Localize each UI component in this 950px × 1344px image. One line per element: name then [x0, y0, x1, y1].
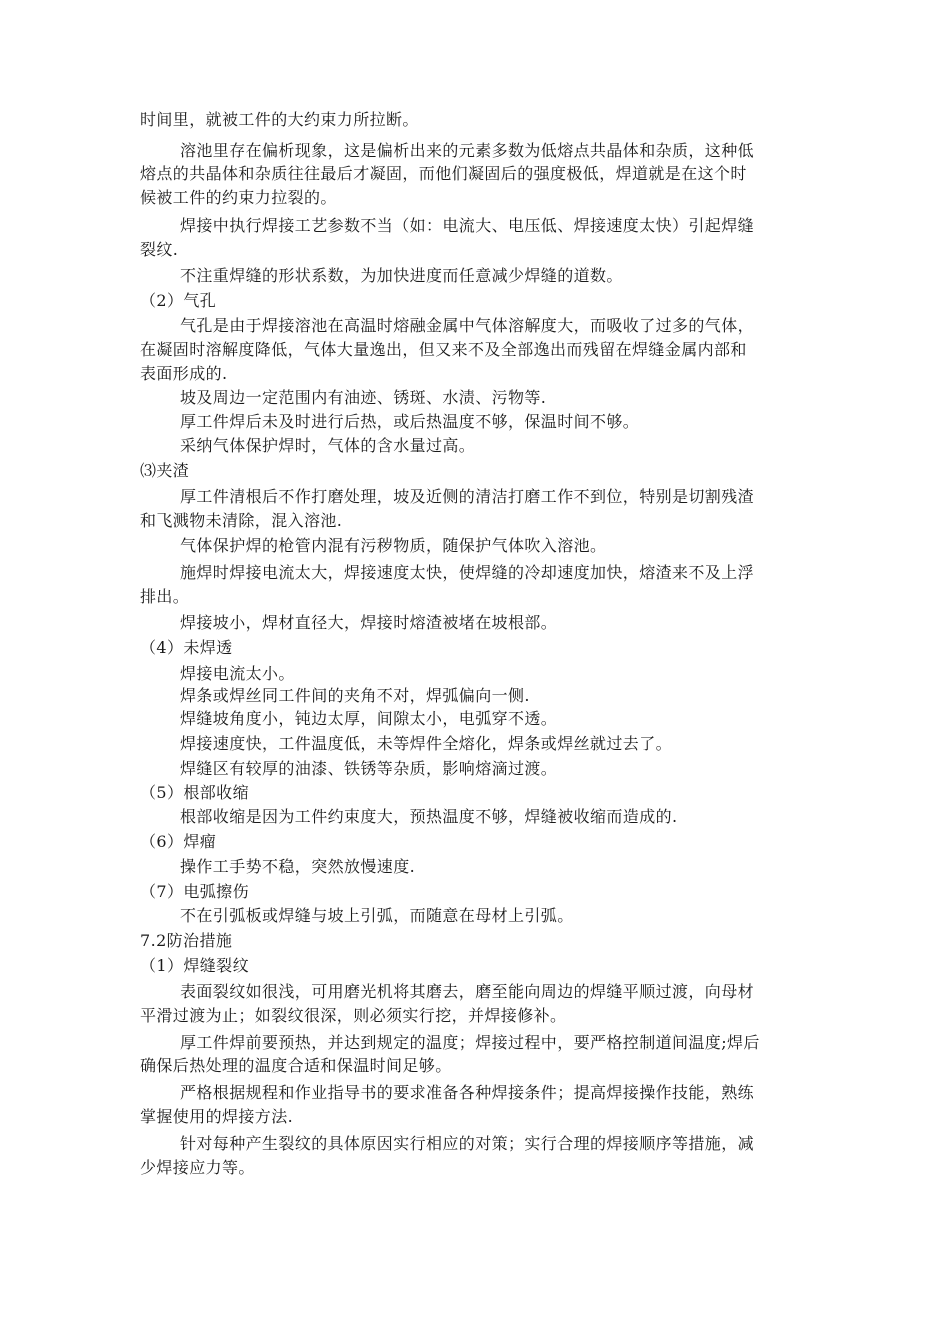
section-heading: （5）根部收缩: [140, 783, 249, 802]
text-line: 和飞溅物未清除，混入溶池.: [140, 511, 343, 530]
text-line: 时间里，就被工件的大约束力所拉断。: [140, 110, 419, 129]
text-line: 裂纹.: [140, 240, 179, 259]
text-line: 排出。: [140, 587, 190, 606]
text-line: 不在引弧板或焊缝与坡上引弧，而随意在母材上引弧。: [180, 906, 574, 925]
section-heading: （7）电弧擦伤: [140, 882, 249, 901]
text-line: 平滑过渡为止；如裂纹很深，则必须实行挖，并焊接修补。: [140, 1006, 567, 1025]
text-line: 在凝固时溶解度降低，气体大量逸出，但又来不及全部逸出而残留在焊缝金属内部和: [140, 340, 747, 359]
text-line: 根部收缩是因为工件约束度大，预热温度不够，焊缝被收缩而造成的.: [180, 807, 678, 826]
section-heading: 7.2防治措施: [140, 931, 233, 950]
text-line: 采纳气体保护焊时，气体的含水量过高。: [180, 436, 476, 455]
text-line: 焊接中执行焊接工艺参数不当（如：电流大、电压低、焊接速度太快）引起焊缝: [180, 216, 755, 235]
text-line: 溶池里存在偏析现象，这是偏析出来的元素多数为低熔点共晶体和杂质，这种低: [180, 141, 755, 160]
text-line: 针对每种产生裂纹的具体原因实行相应的对策；实行合理的焊接顺序等措施，减: [180, 1134, 755, 1153]
text-line: 厚工件焊后未及时进行后热，或后热温度不够，保温时间不够。: [180, 412, 640, 431]
text-line: 确保后热处理的温度合适和保温时间足够。: [140, 1056, 452, 1075]
section-heading: （4）未焊透: [140, 638, 233, 657]
text-line: 焊条或焊丝同工件间的夹角不对，焊弧偏向一侧.: [180, 686, 530, 705]
text-line: 坡及周边一定范围内有油迹、锈斑、水渍、污物等.: [180, 388, 547, 407]
text-line: 气体保护焊的枪管内混有污秽物质，随保护气体吹入溶池。: [180, 536, 607, 555]
text-line: 焊缝坡角度小，钝边太厚，间隙太小，电弧穿不透。: [180, 709, 558, 728]
text-line: 焊接坡小，焊材直径大，焊接时熔渣被堵在坡根部。: [180, 613, 558, 632]
text-line: 厚工件焊前要预热，并达到规定的温度；焊接过程中，要严格控制道间温度;焊后: [180, 1033, 760, 1052]
text-line: 操作工手势不稳，突然放慢速度.: [180, 857, 416, 876]
text-line: 掌握使用的焊接方法.: [140, 1107, 294, 1126]
text-line: 焊接速度快，工件温度低，未等焊件全熔化，焊条或焊丝就过去了。: [180, 734, 673, 753]
text-line: 表面形成的.: [140, 364, 228, 383]
text-line: 严格根据规程和作业指导书的要求准备各种焊接条件；提高焊接操作技能，熟练: [180, 1083, 755, 1102]
section-heading: （2）气孔: [140, 291, 217, 310]
text-line: 候被工件的约束力拉裂的。: [140, 188, 337, 207]
text-line: 不注重焊缝的形状系数，为加快进度而任意减少焊缝的道数。: [180, 266, 623, 285]
section-heading: （1）焊缝裂纹: [140, 956, 249, 975]
section-heading: ⑶夹渣: [140, 461, 190, 480]
text-line: 焊接电流太小。: [180, 664, 295, 683]
section-heading: （6）焊瘤: [140, 832, 217, 851]
text-line: 少焊接应力等。: [140, 1158, 255, 1177]
text-line: 熔点的共晶体和杂质往往最后才凝固，而他们凝固后的强度极低，焊道就是在这个时: [140, 164, 747, 183]
text-line: 厚工件清根后不作打磨处理，坡及近侧的清洁打磨工作不到位，特别是切割残渣: [180, 487, 755, 506]
text-line: 焊缝区有较厚的油漆、铁锈等杂质，影响熔滴过渡。: [180, 759, 558, 778]
text-line: 气孔是由于焊接溶池在高温时熔融金属中气体溶解度大，而吸收了过多的气体，: [180, 316, 755, 335]
text-line: 表面裂纹如很浅，可用磨光机将其磨去，磨至能向周边的焊缝平顺过渡，向母材: [180, 982, 755, 1001]
text-line: 施焊时焊接电流太大，焊接速度太快，使焊缝的冷却速度加快，熔渣来不及上浮: [180, 563, 755, 582]
